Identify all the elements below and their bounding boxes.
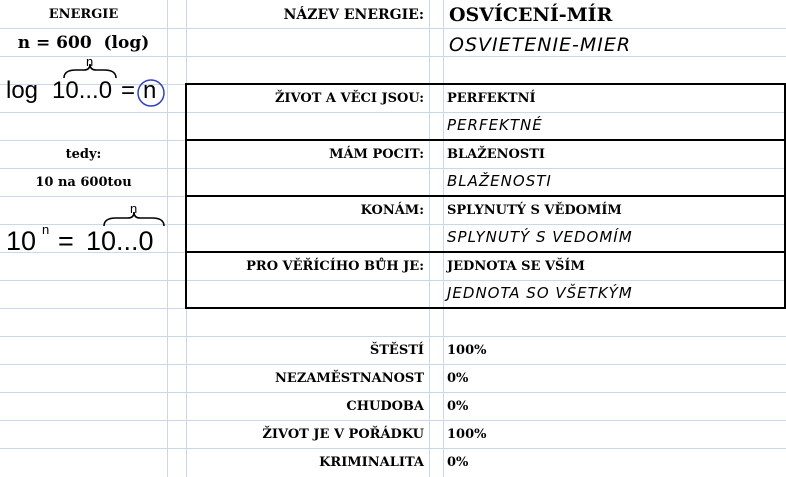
row-label-acting: KONÁM: (360, 203, 424, 218)
stat-value-crime: 0% (447, 455, 469, 470)
stat-value-poverty: 0% (447, 399, 469, 414)
energy-name-cz: OSVÍCENÍ-MÍR (449, 4, 613, 26)
row-sk-god: JEDNOTA SO VŠETKÝM (447, 284, 633, 302)
row-cz-god: JEDNOTA SE VŠÍM (447, 259, 585, 274)
tedy-label: tedy: (65, 147, 102, 162)
energie-title: ENERGIE (48, 7, 119, 22)
stat-value-happiness: 100% (447, 343, 487, 358)
row-cz-life: PERFEKTNÍ (447, 91, 536, 106)
power-rhs: 10...0 (86, 226, 154, 256)
n-log-line: n = 600 (log) (17, 33, 150, 53)
row-cz-feeling: BLAŽENOSTI (447, 147, 545, 162)
formula-log: log (6, 77, 39, 104)
formula-base: 10...0 (52, 77, 113, 104)
row-cz-acting: SPLYNUTÝ S VĚDOMÍM (447, 203, 622, 218)
stat-value-life-order: 100% (447, 427, 487, 442)
row-sk-feeling: BLAŽENOSTI (447, 172, 552, 190)
power-exponent: n (42, 222, 50, 237)
row-sk-life: PERFEKTNÉ (447, 116, 543, 134)
row-label-feeling: MÁM POCIT: (329, 147, 424, 162)
power-base: 10 (6, 226, 37, 256)
stat-label-happiness: ŠTĚSTÍ (369, 343, 424, 358)
power-equals: = (58, 226, 74, 256)
energy-name-label: NÁZEV ENERGIE: (283, 7, 424, 23)
ten-power-label: 10 na 600tou (35, 175, 132, 190)
stat-value-unemployment: 0% (447, 371, 469, 386)
power-over-n: n (130, 201, 138, 216)
formula-equals: = (121, 77, 136, 104)
stat-label-unemployment: NEZAMĚSTNANOST (275, 371, 424, 386)
stat-label-crime: KRIMINALITA (319, 455, 424, 470)
formula-over-n: n (86, 54, 94, 69)
formula-circled-n: n (143, 77, 157, 104)
row-label-life: ŽIVOT A VĚCI JSOU: (274, 91, 424, 106)
stat-label-poverty: CHUDOBA (346, 399, 424, 414)
row-label-god: PRO VĚŘÍCÍHO BŮH JE: (246, 259, 424, 274)
row-sk-acting: SPLYNUTÝ S VEDOMÍM (447, 228, 633, 246)
stat-label-life-order: ŽIVOT JE V POŘÁDKU (262, 427, 424, 442)
energy-name-sk: OSVIETENIE-MIER (449, 34, 632, 56)
